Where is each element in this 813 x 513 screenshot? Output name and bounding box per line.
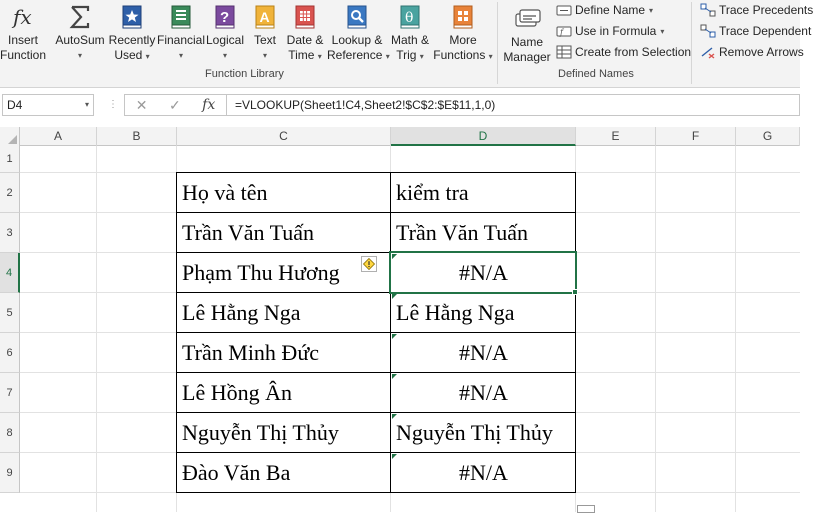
row-header-6[interactable]: 6 [0, 333, 20, 373]
lookup-result-cell[interactable] [391, 373, 576, 413]
column-header-a[interactable]: A [20, 127, 97, 146]
lookup-reference-label-2-text: Reference [327, 48, 383, 62]
name-box-value: D4 [7, 98, 23, 112]
ribbon-formulas-tab [0, 0, 813, 88]
tag-icon [556, 3, 572, 17]
insert-function-label-2: Function [0, 48, 47, 62]
cell-text: Nguyễn Thị Thủy [182, 420, 339, 445]
name-cell[interactable] [177, 253, 391, 293]
table-select-icon [556, 45, 572, 59]
calendar-book-icon [292, 4, 318, 30]
name-manager-label-1: Name [510, 35, 543, 49]
magnifier-book-icon [344, 4, 370, 30]
chevron-down-icon: ▾ [660, 26, 665, 36]
name-box[interactable] [2, 94, 94, 116]
define-name-button[interactable] [556, 0, 653, 20]
error-indicator-icon [392, 374, 397, 379]
text-button[interactable] [248, 0, 282, 70]
fill-handle[interactable] [572, 289, 578, 295]
cell-text: Họ và tên [182, 180, 268, 205]
star-book-icon [119, 4, 145, 30]
recently-used-label-2 [108, 48, 156, 64]
use-in-formula-button[interactable] [556, 21, 664, 41]
column-header-d[interactable]: D [391, 127, 576, 146]
cancel-icon[interactable]: ✕ [135, 96, 148, 113]
column-header-e[interactable]: E [576, 127, 656, 146]
column-headers [0, 127, 800, 146]
question-book-icon [212, 4, 238, 30]
row-header-3[interactable]: 3 [0, 213, 20, 253]
table-border [176, 452, 576, 453]
name-cell[interactable] [177, 213, 391, 253]
date-time-label-2 [284, 48, 326, 64]
recently-used-button[interactable] [108, 0, 156, 70]
name-manager-label-2: Manager [503, 50, 551, 64]
select-all-button[interactable] [0, 127, 20, 146]
insert-function-fx-icon[interactable]: fx [202, 97, 216, 113]
cell-text: Trần Văn Tuấn [396, 220, 529, 245]
error-indicator-icon [392, 454, 397, 459]
date-time-label-1: Date & [286, 33, 324, 47]
math-trig-button[interactable] [385, 0, 432, 70]
chevron-down-icon[interactable]: ▾ [84, 100, 89, 109]
trace-precedents-label: Trace Precedents [719, 3, 813, 17]
column-heading-check[interactable] [391, 173, 576, 213]
math-trig-label-2-text: Trig [396, 48, 417, 62]
chevron-down-icon: ▾ [145, 52, 150, 61]
remove-arrows-label: Remove Arrows [719, 45, 804, 59]
trace-dependents-button[interactable] [700, 21, 811, 41]
lookup-reference-label-1: Lookup & [331, 33, 383, 47]
row-header-7[interactable]: 7 [0, 373, 20, 413]
fx-icon [10, 4, 36, 30]
cell-text: Lê Hằng Nga [396, 300, 515, 325]
recently-used-label-1: Recently [108, 33, 156, 47]
trace-precedents-button[interactable] [700, 0, 813, 20]
cell-text: kiểm tra [396, 180, 469, 205]
chevron-down-icon: ▾ [488, 52, 493, 61]
table-border [176, 492, 576, 493]
create-from-selection-button[interactable] [556, 42, 691, 62]
recently-used-label-2-text: Used [114, 48, 143, 62]
math-trig-label-1: Math & [390, 33, 429, 47]
cell-text: Trần Minh Đức [182, 340, 320, 365]
name-cell[interactable] [177, 453, 391, 493]
select-all-triangle-icon [8, 135, 17, 144]
row-header-1[interactable]: 1 [0, 146, 20, 173]
cell-text: #N/A [459, 380, 508, 405]
lookup-result-cell[interactable] [391, 213, 576, 253]
group-separator [497, 2, 498, 84]
lookup-reference-button[interactable] [327, 0, 390, 70]
svg-text:θ: θ [405, 10, 414, 26]
table-border [176, 332, 576, 333]
column-header-b[interactable]: B [97, 127, 177, 146]
column-heading-name[interactable] [177, 173, 391, 213]
formula-tag-icon [556, 24, 572, 38]
more-book-icon [450, 4, 476, 30]
cell-text: #N/A [459, 260, 508, 285]
more-options-icon[interactable]: ⋮ [108, 99, 118, 110]
row-header-2[interactable]: 2 [0, 173, 20, 213]
formula-bar [0, 92, 800, 120]
insert-function-label-1: Insert [7, 33, 38, 47]
cell-text: #N/A [459, 460, 508, 485]
chevron-down-icon: ▾ [77, 51, 82, 60]
more-functions-label-2-text: Functions [433, 48, 486, 62]
theta-book-icon [397, 4, 423, 30]
column-header-c[interactable]: C [177, 127, 391, 146]
chevron-down-icon: ▾ [222, 51, 227, 60]
create-from-selection-label: Create from Selection [575, 45, 692, 59]
active-cell-selection [389, 251, 577, 294]
worksheet-grid[interactable] [0, 127, 800, 512]
grid-line [655, 146, 656, 512]
trace-precedents-icon [700, 3, 716, 17]
chevron-down-icon: ▾ [419, 52, 424, 61]
defined-names-group-label: Defined Names [558, 68, 634, 80]
cell-text: #N/A [459, 340, 508, 365]
chevron-down-icon: ▾ [317, 52, 322, 61]
sigma-icon [67, 4, 93, 30]
financial-button[interactable] [157, 0, 205, 70]
warning-diamond-icon [363, 258, 375, 270]
define-name-label: Define Name [575, 3, 646, 17]
svg-text:f: f [560, 28, 563, 37]
name-cell[interactable] [177, 293, 391, 333]
text-label: Text [253, 33, 276, 47]
row-header-4[interactable]: 4 [0, 253, 20, 293]
cell-text: Nguyễn Thị Thủy [396, 420, 553, 445]
formula-bar-buttons [124, 94, 226, 116]
lookup-result-cell[interactable] [391, 413, 553, 453]
cell-text: Đào Văn Ba [182, 460, 291, 485]
math-trig-label-2 [385, 48, 432, 64]
error-indicator-icon [392, 294, 397, 299]
lookup-result-cell[interactable] [391, 293, 576, 333]
lookup-reference-label-2 [327, 48, 390, 64]
financial-label: Financial [157, 33, 206, 47]
column-header-g[interactable]: G [736, 127, 800, 146]
column-header-f[interactable]: F [656, 127, 736, 146]
row-header-9[interactable]: 9 [0, 453, 20, 493]
chevron-down-icon: ▾ [262, 51, 267, 60]
cell-text: Lê Hồng Ân [182, 380, 292, 405]
more-functions-label-2 [433, 48, 493, 64]
chevron-down-icon: ▾ [178, 51, 183, 60]
chevron-down-icon: ▾ [385, 52, 390, 61]
cell-text: Trần Văn Tuấn [182, 220, 315, 245]
error-smart-tag-button[interactable] [361, 256, 377, 272]
autosum-label: AutoSum [55, 33, 105, 47]
enter-checkmark-icon[interactable]: ✓ [168, 96, 181, 113]
name-cell[interactable] [177, 413, 391, 453]
grid-line [96, 146, 97, 512]
name-cell[interactable] [177, 333, 391, 373]
financial-book-icon [168, 4, 194, 30]
formula-input[interactable]: =VLOOKUP(Sheet1!C4,Sheet2!$C$2:$E$11,1,0) [226, 94, 800, 116]
error-indicator-icon [392, 254, 397, 259]
lookup-result-cell[interactable] [391, 453, 576, 493]
sheet-tab-widget[interactable] [577, 505, 595, 513]
table-border [176, 412, 576, 413]
date-time-label-2-text: Time [288, 48, 315, 62]
chevron-down-icon: ▾ [649, 5, 654, 15]
use-in-formula-label: Use in Formula [575, 24, 657, 38]
name-cell[interactable] [177, 373, 391, 413]
date-time-button[interactable] [284, 0, 326, 70]
logical-label: Logical [205, 33, 245, 47]
cell-text: Phạm Thu Hương [182, 260, 340, 285]
grid-line [735, 146, 736, 512]
error-indicator-icon [392, 414, 397, 419]
row-header-8[interactable]: 8 [0, 413, 20, 453]
lookup-result-cell[interactable] [391, 333, 576, 373]
table-border [176, 172, 576, 173]
insert-function-button[interactable] [0, 0, 46, 70]
svg-text:fx: fx [13, 5, 32, 29]
error-indicator-icon [392, 334, 397, 339]
table-border [176, 212, 576, 213]
svg-text:?: ? [220, 9, 230, 26]
cell-text: Lê Hằng Nga [182, 300, 301, 325]
remove-arrows-icon [700, 45, 716, 59]
trace-dependents-icon [700, 24, 716, 38]
remove-arrows-button[interactable] [700, 42, 804, 62]
svg-text:A: A [259, 9, 270, 25]
table-border [176, 372, 576, 373]
function-library-group-label: Function Library [205, 68, 284, 80]
more-functions-button[interactable] [433, 0, 493, 70]
name-tag-icon [514, 6, 540, 32]
trace-dependents-label: Trace Dependent [719, 24, 812, 38]
logical-button[interactable] [205, 0, 245, 70]
more-functions-label-1: More [449, 33, 477, 47]
row-header-5[interactable]: 5 [0, 293, 20, 333]
text-book-icon [252, 4, 278, 30]
group-separator [691, 2, 692, 84]
name-manager-button[interactable] [502, 0, 552, 70]
autosum-button[interactable] [54, 0, 106, 70]
